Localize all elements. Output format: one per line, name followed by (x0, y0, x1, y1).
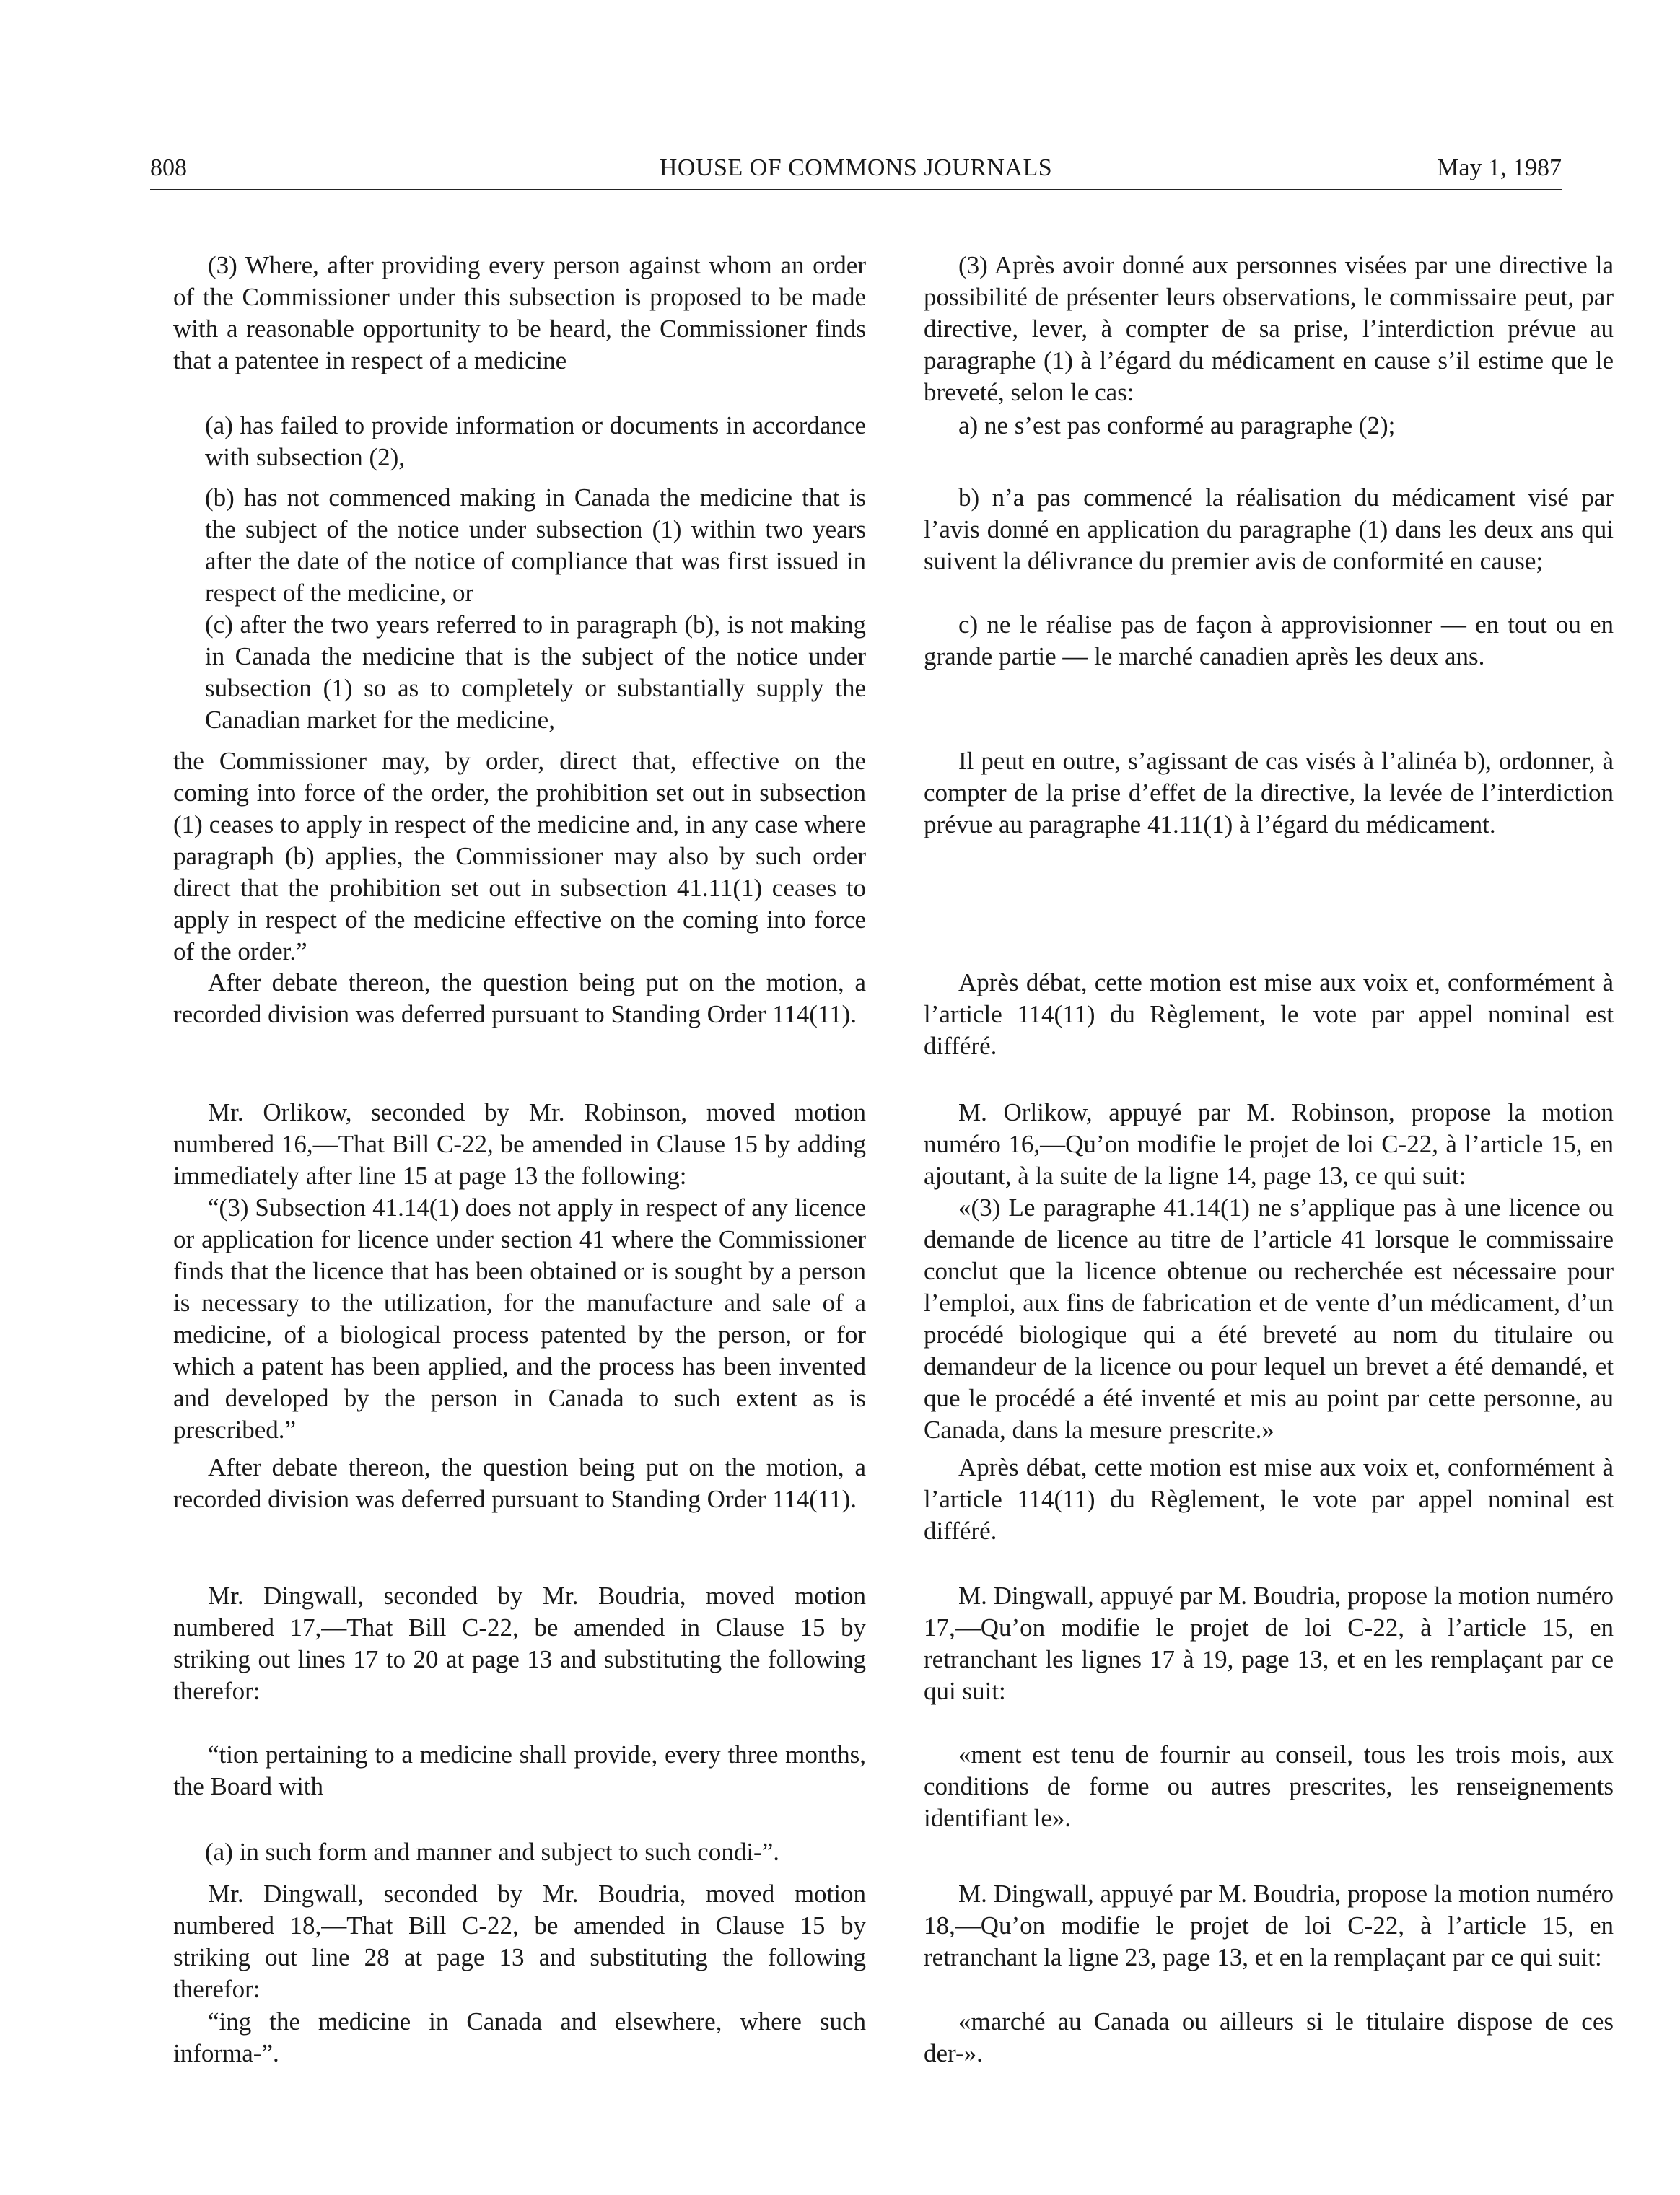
fr-motion-17: M. Dingwall, appuyé par M. Boudria, propose la motion numéro 17,—Qu’on modifie le projet de loi C-22, à l’article 15, en retranchant les lignes 17 à 19, page 13, et en les remplaçant par ce qui suit: (924, 1582, 1614, 1705)
fr-item-c: c) ne le réalise pas de façon à approvisionner — en tout ou en grande partie — le marché canadien après les deux ans. (924, 610, 1614, 670)
fr-motion-18: M. Dingwall, appuyé par M. Boudria, propose la motion numéro 18,—Qu’on modifie le projet de loi C-22, à l’article 15, en retranchant la ligne 23, page 13, et en la remplaçant par ce qui suit: (924, 1880, 1614, 1971)
journal-title: HOUSE OF COMMONS JOURNALS (659, 154, 1053, 181)
en-motion-18-text: “ing the medicine in Canada and elsewhere, where such informa-”. (173, 2007, 866, 2067)
en-motion-17-text: “tion pertaining to a medicine shall provide, every three months, the Board with (173, 1740, 866, 1800)
en-motion-17-text-a: (a) in such form and manner and subject to such condi-”. (205, 1838, 779, 1866)
fr-item-b: b) n’a pas commencé la réalisation du médicament visé par l’avis donné en application du paragraphe (1) dans les deux ans qui suivent la délivrance du premier avis de conformité en cause; (924, 483, 1614, 575)
en-subsection-3-intro: (3) Where, after providing every person against whom an order of the Commissioner under this subsection is proposed to be made with a reasonable opportunity to be heard, the Commissioner finds that a patentee in respect of a medicine (173, 251, 866, 374)
page-number: 808 (150, 154, 187, 181)
fr-item-a: a) ne s’est pas conformé au paragraphe (2); (958, 411, 1396, 439)
page-date: May 1, 1987 (1437, 154, 1562, 181)
en-item-b: (b) has not commenced making in Canada the medicine that is the subject of the notice under subsection (1) within two years after the date of the notice of compliance that was first issued in respect of the medicine, or (205, 483, 866, 607)
fr-motion-16-text: «(3) Le paragraphe 41.14(1) ne s’applique pas à une licence ou demande de licence au titre de l’article 41 lorsque le commissaire conclut que la licence obtenue ou recherchée est nécessaire pour l’emploi, aux fins de fabrication et de vente d’un médicament, d’un procédé biologique qui a été breveté au nom du titulaire ou demandeur de la licence ou pour lequel un brevet a été demandé, et que le procédé a été inventé et mis au point par cette personne, au Canada, dans la mesure prescrite.» (924, 1193, 1614, 1444)
en-motion-16-text: “(3) Subsection 41.14(1) does not apply in respect of any licence or application for licence under section 41 where the Commissioner finds that the licence that has been obtained or is sought by a person is necessary to the utilization, for the manufacture and sale of a medicine, of a biological process patented by the person, or for which a patent has been applied, and the process has been invented and developed by the person in Canada to such extent as is prescribed.” (173, 1193, 866, 1444)
en-item-c: (c) after the two years referred to in paragraph (b), is not making in Canada the medicine that is the subject of the notice under subsection (1) so as to completely or substantially supply the Canadian market for the medicine, (205, 610, 866, 734)
fr-motion-16: M. Orlikow, appuyé par M. Robinson, propose la motion numéro 16,—Qu’on modifie le projet de loi C-22, à l’article 15, en ajoutant, à la suite de la ligne 14, page 13, ce qui suit: (924, 1098, 1614, 1190)
fr-motion-17-text: «ment est tenu de fournir au conseil, tous les trois mois, aux conditions de forme ou autres prescrites, les renseignements identifiant le». (924, 1740, 1614, 1832)
english-column (173, 0, 866, 2195)
french-column (924, 0, 1614, 2195)
en-item-a: (a) has failed to provide information or documents in accordance with subsection (2), (205, 411, 866, 471)
fr-motion-18-text: «marché au Canada ou ailleurs si le titulaire dispose de ces der-». (924, 2007, 1614, 2067)
en-motion-16: Mr. Orlikow, seconded by Mr. Robinson, moved motion numbered 16,—That Bill C-22, be amended in Clause 15 by adding immediately after line 15 at page 13 the following: (173, 1098, 866, 1190)
fr-debate-2: Après débat, cette motion est mise aux voix et, conformément à l’article 114(11) du Règlement, le vote par appel nominal est différé. (924, 1453, 1614, 1545)
fr-debate-1: Après débat, cette motion est mise aux voix et, conformément à l’article 114(11) du Règlement, le vote par appel nominal est différé. (924, 968, 1614, 1060)
fr-subsection-3-conclusion: Il peut en outre, s’agissant de cas visés à l’alinéa b), ordonner, à compter de la prise d’effet de la directive, la levée de l’interdiction prévue au paragraphe 41.11(1) à l’égard du médicament. (924, 747, 1614, 838)
en-debate-2: After debate thereon, the question being put on the motion, a recorded division was deferred pursuant to Standing Order 114(11). (173, 1453, 866, 1513)
fr-subsection-3-intro: (3) Après avoir donné aux personnes visées par une directive la possibilité de présenter leurs observations, le commissaire peut, par directive, lever, à compter de sa prise, l’interdiction prévue au paragraphe (1) à l’égard du médicament en cause s’il estime que le breveté, selon le cas: (924, 251, 1614, 406)
en-motion-18: Mr. Dingwall, seconded by Mr. Boudria, moved motion numbered 18,—That Bill C-22, be amended in Clause 15 by striking out line 28 at page 13 and substituting the following therefor: (173, 1880, 866, 2003)
en-motion-17: Mr. Dingwall, seconded by Mr. Boudria, moved motion numbered 17,—That Bill C-22, be amended in Clause 15 by striking out lines 17 to 20 at page 13 and substituting the following therefor: (173, 1582, 866, 1705)
en-subsection-3-conclusion: the Commissioner may, by order, direct that, effective on the coming into force of the order, the prohibition set out in subsection (1) ceases to apply in respect of the medicine and, in any case where paragraph (b) applies, the Commissioner may also by such order direct that the prohibition set out in subsection 41.11(1) ceases to apply in respect of the medicine effective on the coming into force of the order.” (173, 747, 866, 965)
en-debate-1: After debate thereon, the question being put on the motion, a recorded division was deferred pursuant to Standing Order 114(11). (173, 968, 866, 1028)
